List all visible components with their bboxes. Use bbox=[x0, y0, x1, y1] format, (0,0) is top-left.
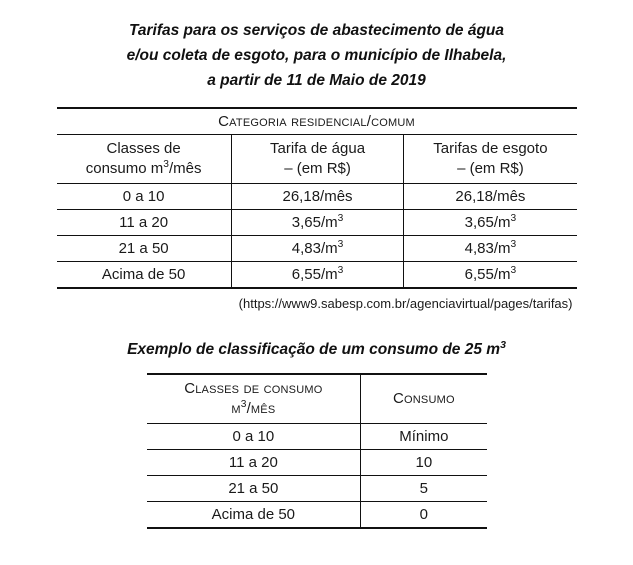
category-header: Categoria residencial/comum bbox=[57, 108, 577, 135]
cell-consumo: 5 bbox=[361, 476, 487, 502]
table-row bbox=[57, 210, 577, 236]
cell-esgoto-value: 3,65/m bbox=[464, 214, 511, 231]
page-title bbox=[0, 18, 633, 93]
cell-esgoto-value: 26,18/mês bbox=[455, 188, 526, 205]
table-row bbox=[147, 450, 487, 476]
example-table bbox=[147, 373, 487, 529]
page-title-line-2: e/ou coleta de esgoto, para o município de Ilhabela, bbox=[126, 47, 507, 64]
column-header-agua-line1: Tarifa de água bbox=[269, 140, 366, 157]
cell-agua bbox=[231, 210, 404, 236]
cell-agua-value: 6,55/m bbox=[291, 266, 338, 283]
example-caption-sup: 3 bbox=[500, 338, 506, 351]
table-row bbox=[57, 262, 577, 289]
cell-esgoto-value: 6,55/m bbox=[464, 266, 511, 283]
tariff-table bbox=[57, 107, 577, 289]
cell-agua bbox=[231, 262, 404, 289]
column-header-agua-line2: – (em R$) bbox=[284, 160, 351, 177]
cell-esgoto bbox=[404, 184, 577, 210]
column-header-classes-sup: 3 bbox=[163, 159, 169, 170]
cell-agua bbox=[231, 184, 404, 210]
cell-esgoto-sup: 3 bbox=[510, 265, 517, 276]
cell-agua-sup: 3 bbox=[337, 265, 344, 276]
page-title-line-3: a partir de 11 de Maio de 2019 bbox=[207, 72, 426, 89]
column-header-esgoto bbox=[404, 135, 577, 184]
column-header-classes-line2-post: /mês bbox=[168, 160, 202, 177]
table-row bbox=[147, 502, 487, 529]
cell-esgoto bbox=[404, 262, 577, 289]
cell-esgoto bbox=[404, 210, 577, 236]
source-citation: (https://www9.sabesp.com.br/agenciavirtual/pages/tarifas) bbox=[238, 296, 573, 311]
example-caption-text: Exemplo de classificação de um consumo de 25 m bbox=[127, 341, 501, 358]
cell-agua-sup: 3 bbox=[337, 239, 344, 250]
cell-esgoto-value: 4,83/m bbox=[464, 240, 511, 257]
column-header-esgoto-line2: – (em R$) bbox=[457, 160, 524, 177]
table-row bbox=[57, 184, 577, 210]
column-header-classes-consumo-sup: 3 bbox=[240, 399, 247, 410]
column-header-classes-consumo-line2-pre: m bbox=[231, 400, 241, 417]
table-row bbox=[147, 424, 487, 450]
cell-classe: 0 a 10 bbox=[147, 424, 361, 450]
cell-agua-value: 26,18/mês bbox=[282, 188, 353, 205]
cell-consumo: 0 bbox=[361, 502, 487, 529]
column-header-esgoto-line1: Tarifas de esgoto bbox=[433, 140, 548, 157]
cell-classe: 21 a 50 bbox=[57, 236, 232, 262]
cell-consumo: Mínimo bbox=[361, 424, 487, 450]
table-row bbox=[147, 476, 487, 502]
column-header-classes-line2-pre: consumo m bbox=[85, 160, 164, 177]
cell-agua-sup: 3 bbox=[337, 213, 344, 224]
cell-agua-value: 3,65/m bbox=[291, 214, 338, 231]
column-header-classes-consumo-line2-post: /mês bbox=[246, 400, 276, 417]
cell-classe: 0 a 10 bbox=[57, 184, 232, 210]
table-header-row bbox=[57, 135, 577, 184]
column-header-classes bbox=[57, 135, 232, 184]
table-row-category bbox=[57, 108, 577, 135]
column-header-agua bbox=[231, 135, 404, 184]
cell-esgoto-sup: 3 bbox=[510, 213, 517, 224]
column-header-classes-consumo-line1: Classes de consumo bbox=[184, 380, 323, 397]
cell-esgoto bbox=[404, 236, 577, 262]
column-header-consumo: Consumo bbox=[361, 374, 487, 424]
column-header-classes-consumo bbox=[147, 374, 361, 424]
table-row bbox=[57, 236, 577, 262]
cell-agua bbox=[231, 236, 404, 262]
cell-classe: Acima de 50 bbox=[57, 262, 232, 289]
example-caption bbox=[0, 338, 633, 359]
page-title-line-1: Tarifas para os serviços de abastecimento de água bbox=[128, 22, 505, 39]
table-header-row bbox=[147, 374, 487, 424]
cell-classe: 21 a 50 bbox=[147, 476, 361, 502]
tariff-table-container bbox=[57, 107, 577, 289]
cell-classe: Acima de 50 bbox=[147, 502, 361, 529]
cell-consumo: 10 bbox=[361, 450, 487, 476]
cell-agua-value: 4,83/m bbox=[291, 240, 338, 257]
cell-classe: 11 a 20 bbox=[57, 210, 232, 236]
cell-classe: 11 a 20 bbox=[147, 450, 361, 476]
example-table-container bbox=[147, 373, 487, 529]
column-header-classes-line1: Classes de bbox=[106, 140, 181, 157]
cell-esgoto-sup: 3 bbox=[510, 239, 517, 250]
